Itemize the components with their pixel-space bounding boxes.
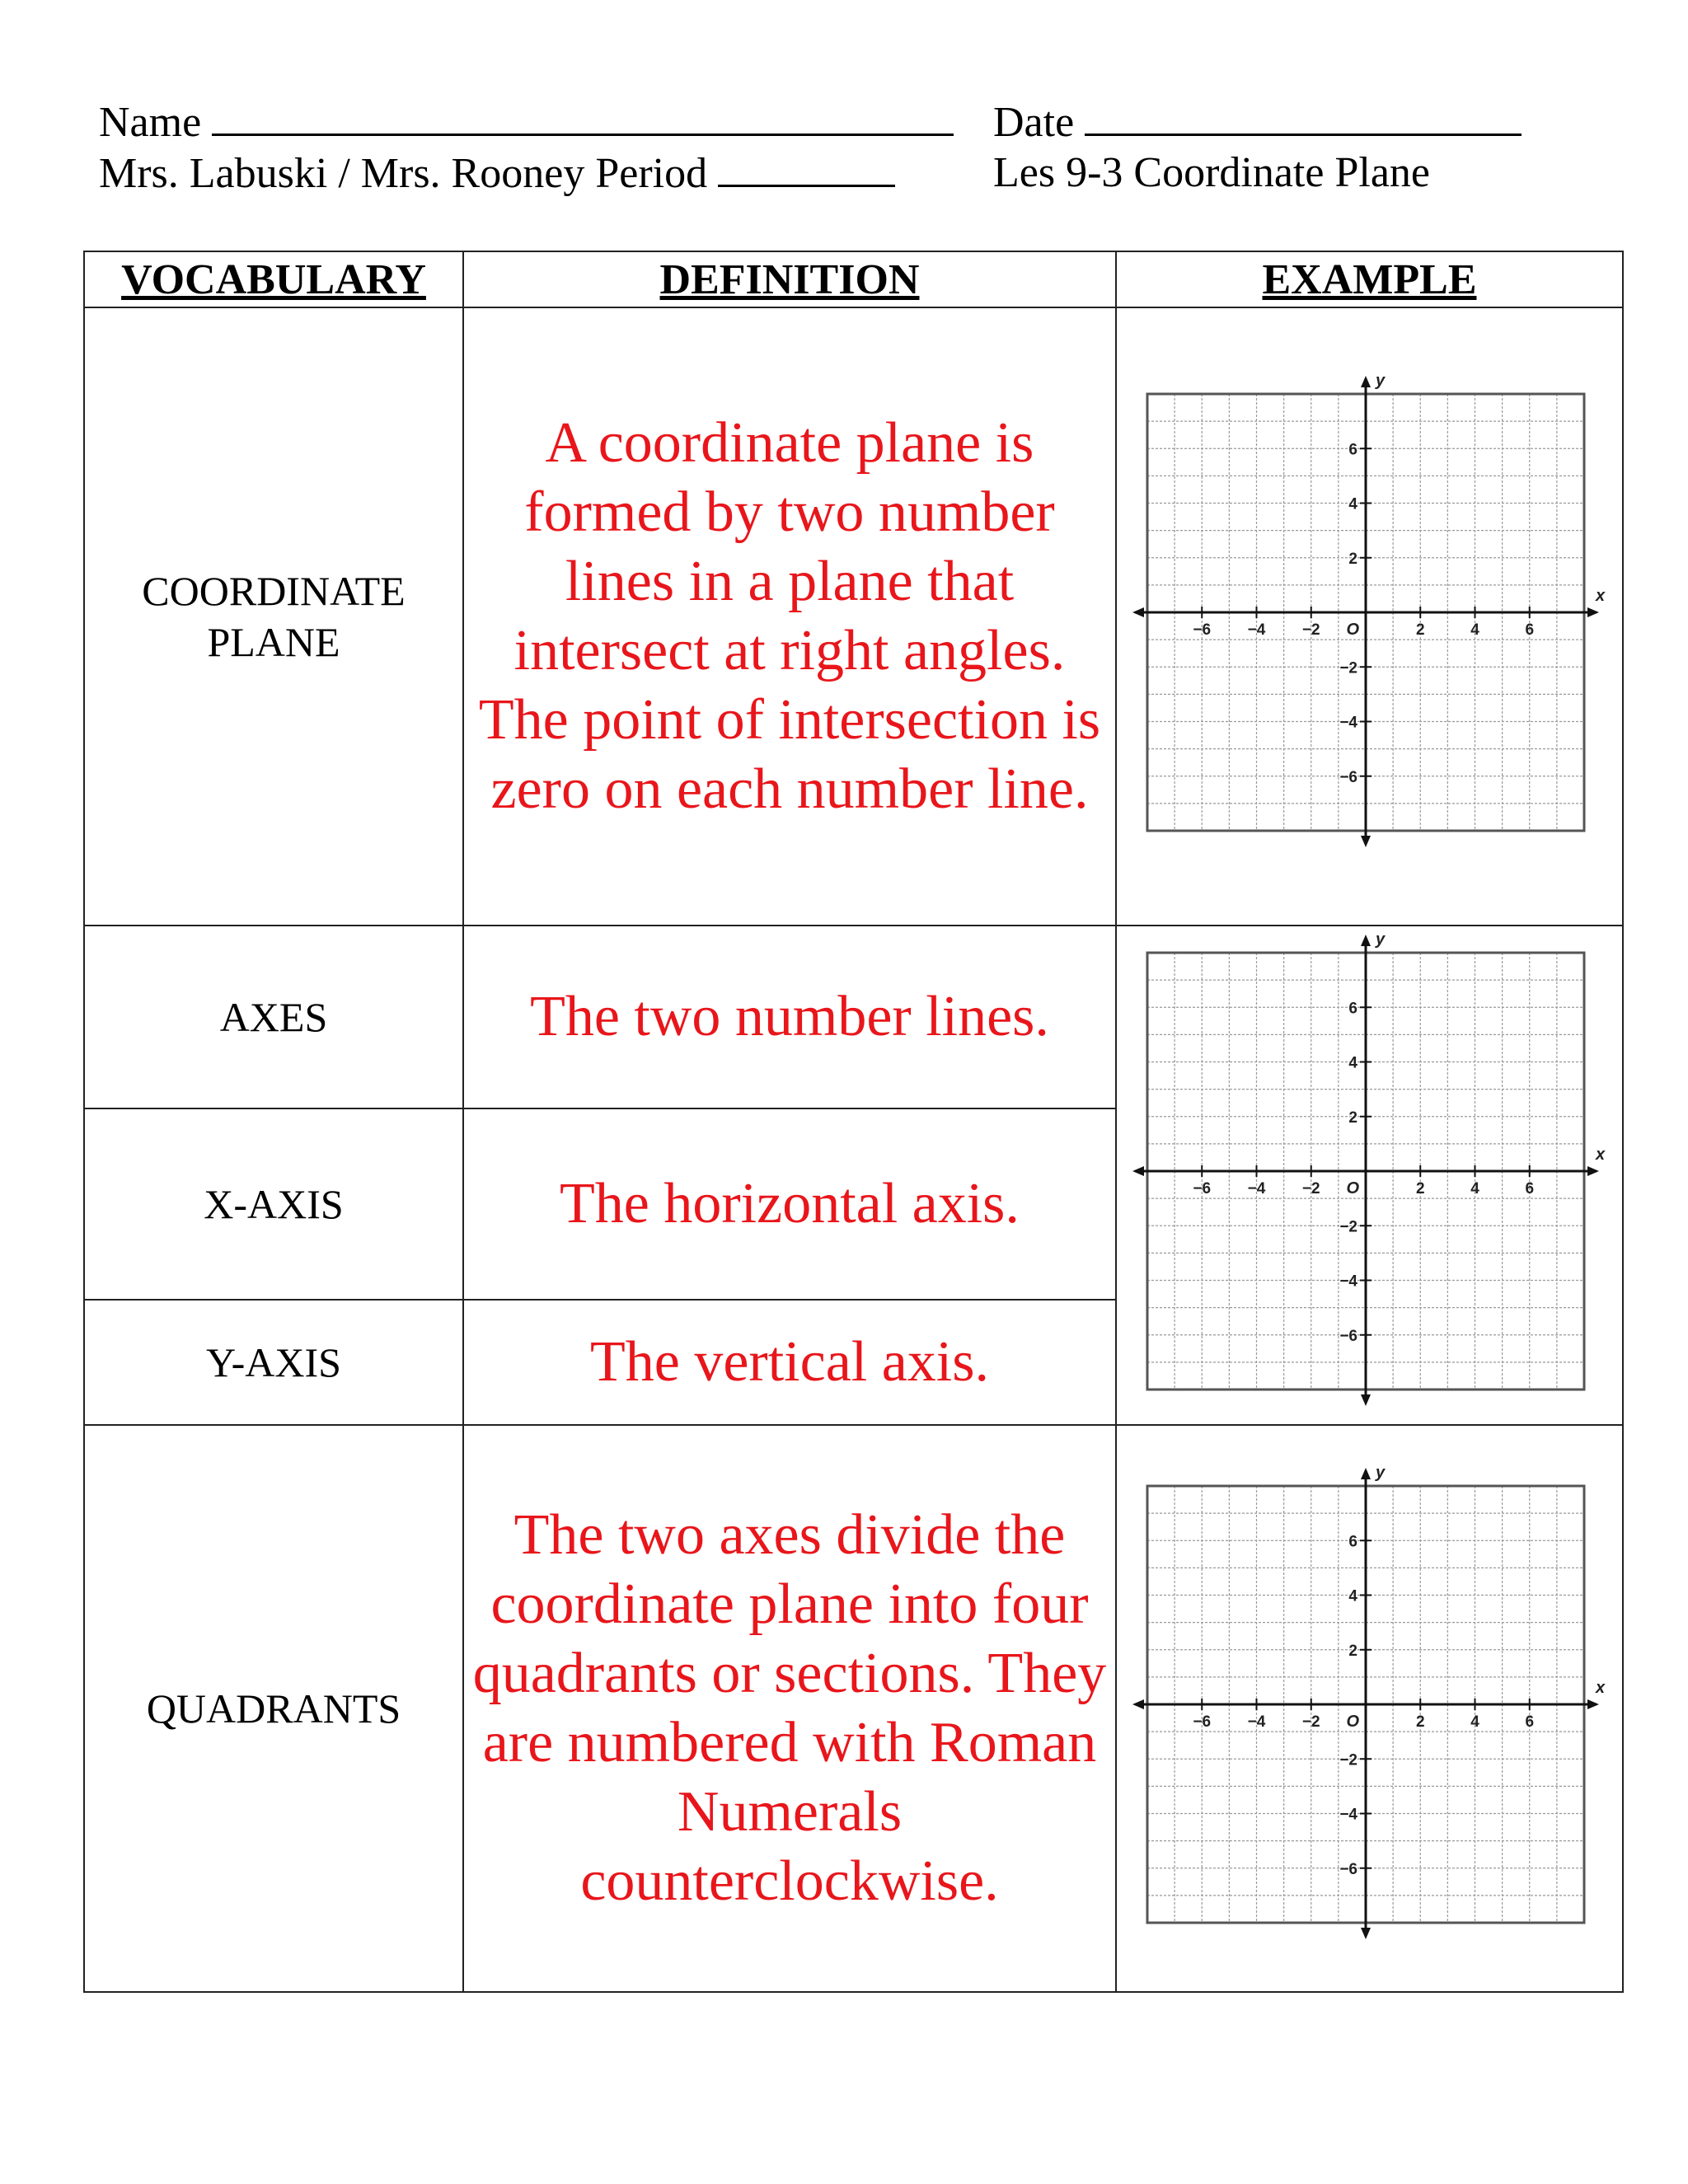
term-x-axis: X-AXIS xyxy=(204,1181,344,1227)
example-cell xyxy=(1116,307,1623,926)
coordinate-plane-graph xyxy=(1131,369,1609,864)
x-tick-label: −4 xyxy=(1247,621,1265,639)
teacher-row xyxy=(99,148,895,199)
y-tick-label: −2 xyxy=(1339,1751,1357,1769)
x-tick-label: 4 xyxy=(1470,1180,1479,1197)
definition-axes: The two number lines. xyxy=(463,926,1116,1108)
coordinate-plane-graph xyxy=(1131,1461,1609,1956)
term-cell xyxy=(84,307,463,926)
term-quadrants: QUADRANTS xyxy=(146,1685,401,1732)
x-tick-label: 6 xyxy=(1524,1713,1534,1731)
y-axis-arrow-up xyxy=(1361,935,1371,946)
y-axis-label: y xyxy=(1375,930,1385,949)
date-label: Date xyxy=(993,99,1075,146)
x-tick-label: 2 xyxy=(1415,1180,1425,1197)
x-axis-arrow-left xyxy=(1132,607,1144,617)
y-axis-label: y xyxy=(1375,372,1385,390)
x-tick-label: −2 xyxy=(1301,1180,1320,1197)
y-tick-label: 6 xyxy=(1348,1533,1357,1551)
x-tick-label: −6 xyxy=(1192,1713,1211,1731)
origin-label: O xyxy=(1345,1179,1359,1197)
x-axis-arrow-right xyxy=(1587,607,1599,617)
x-tick-label: −6 xyxy=(1192,1180,1211,1197)
y-tick-label: 4 xyxy=(1348,1587,1357,1605)
x-axis-arrow-right xyxy=(1587,1699,1599,1709)
table-row xyxy=(84,307,1623,926)
y-axis-arrow-up xyxy=(1361,1468,1371,1479)
lesson-title: Les 9-3 Coordinate Plane xyxy=(993,149,1430,196)
table-header-row xyxy=(84,251,1623,307)
definition-y-axis: The vertical axis. xyxy=(463,1300,1116,1425)
y-tick-label: 2 xyxy=(1348,1108,1357,1127)
name-blank[interactable] xyxy=(212,97,954,136)
column-header-definition: DEFINITION xyxy=(463,251,1116,307)
period-blank[interactable] xyxy=(718,148,895,187)
x-tick-label: 4 xyxy=(1470,1713,1479,1731)
y-tick-label: −4 xyxy=(1339,1806,1357,1824)
column-header-vocabulary: VOCABULARY xyxy=(84,251,463,307)
date-blank[interactable] xyxy=(1085,97,1522,136)
definition-coordinate-plane: A coordinate plane is formed by two number lines in a plane that intersect at right angles. The point of intersection is zero on each number line. xyxy=(463,307,1116,926)
definition-quadrants: The two axes divide the coordinate plane into four quadrants or sections. They are numbered with Roman Numerals counterclockwise. xyxy=(463,1425,1116,1992)
y-tick-label: −6 xyxy=(1339,768,1357,786)
y-tick-label: 4 xyxy=(1348,495,1357,513)
y-tick-label: −4 xyxy=(1339,1272,1357,1291)
term-cell xyxy=(84,926,463,1108)
x-tick-label: −2 xyxy=(1301,621,1320,639)
table-row xyxy=(84,1425,1623,1992)
y-tick-label: 6 xyxy=(1348,1000,1357,1018)
table-row xyxy=(84,926,1623,1108)
y-tick-label: 2 xyxy=(1348,1642,1357,1660)
x-axis-label: x xyxy=(1595,1146,1605,1164)
term-y-axis: Y-AXIS xyxy=(206,1339,341,1385)
term-coordinate-plane: COORDINATE PLANE xyxy=(142,568,406,665)
column-header-example: EXAMPLE xyxy=(1116,251,1623,307)
y-axis-arrow-up xyxy=(1361,376,1371,387)
y-tick-label: −2 xyxy=(1339,659,1357,677)
y-tick-label: 6 xyxy=(1348,441,1357,459)
x-axis-arrow-right xyxy=(1587,1166,1599,1176)
x-axis-label: x xyxy=(1595,587,1605,605)
origin-label: O xyxy=(1345,1713,1359,1731)
term-cell xyxy=(84,1300,463,1425)
x-tick-label: −4 xyxy=(1247,1180,1265,1197)
x-tick-label: −4 xyxy=(1247,1713,1265,1731)
x-tick-label: 6 xyxy=(1524,621,1534,639)
x-axis-label: x xyxy=(1595,1679,1605,1697)
x-axis-arrow-left xyxy=(1132,1699,1144,1709)
y-tick-label: 4 xyxy=(1348,1054,1357,1072)
definition-x-axis: The horizontal axis. xyxy=(463,1108,1116,1300)
x-tick-label: −6 xyxy=(1192,621,1211,639)
term-axes: AXES xyxy=(219,994,328,1040)
y-axis-arrow-down xyxy=(1361,1394,1371,1406)
vocabulary-table xyxy=(83,251,1624,1993)
y-tick-label: −4 xyxy=(1339,714,1357,732)
name-label: Name xyxy=(99,99,202,146)
y-axis-arrow-down xyxy=(1361,1928,1371,1939)
teacher-label: Mrs. Labuski / Mrs. Rooney Period xyxy=(99,150,708,197)
coordinate-plane-graph xyxy=(1131,928,1609,1422)
term-cell xyxy=(84,1425,463,1992)
date-row xyxy=(993,97,1522,148)
term-cell xyxy=(84,1108,463,1300)
y-tick-label: −6 xyxy=(1339,1327,1357,1345)
y-tick-label: −6 xyxy=(1339,1860,1357,1878)
x-tick-label: 2 xyxy=(1415,621,1425,639)
y-axis-arrow-down xyxy=(1361,836,1371,847)
y-tick-label: 2 xyxy=(1348,550,1357,568)
x-tick-label: −2 xyxy=(1301,1713,1320,1731)
example-cell xyxy=(1116,926,1623,1425)
name-row xyxy=(99,97,954,148)
y-axis-label: y xyxy=(1375,1464,1385,1482)
y-tick-label: −2 xyxy=(1339,1218,1357,1236)
x-tick-label: 2 xyxy=(1415,1713,1425,1731)
x-tick-label: 4 xyxy=(1470,621,1479,639)
origin-label: O xyxy=(1345,621,1359,639)
example-cell xyxy=(1116,1425,1623,1992)
x-axis-arrow-left xyxy=(1132,1166,1144,1176)
x-tick-label: 6 xyxy=(1524,1180,1534,1197)
